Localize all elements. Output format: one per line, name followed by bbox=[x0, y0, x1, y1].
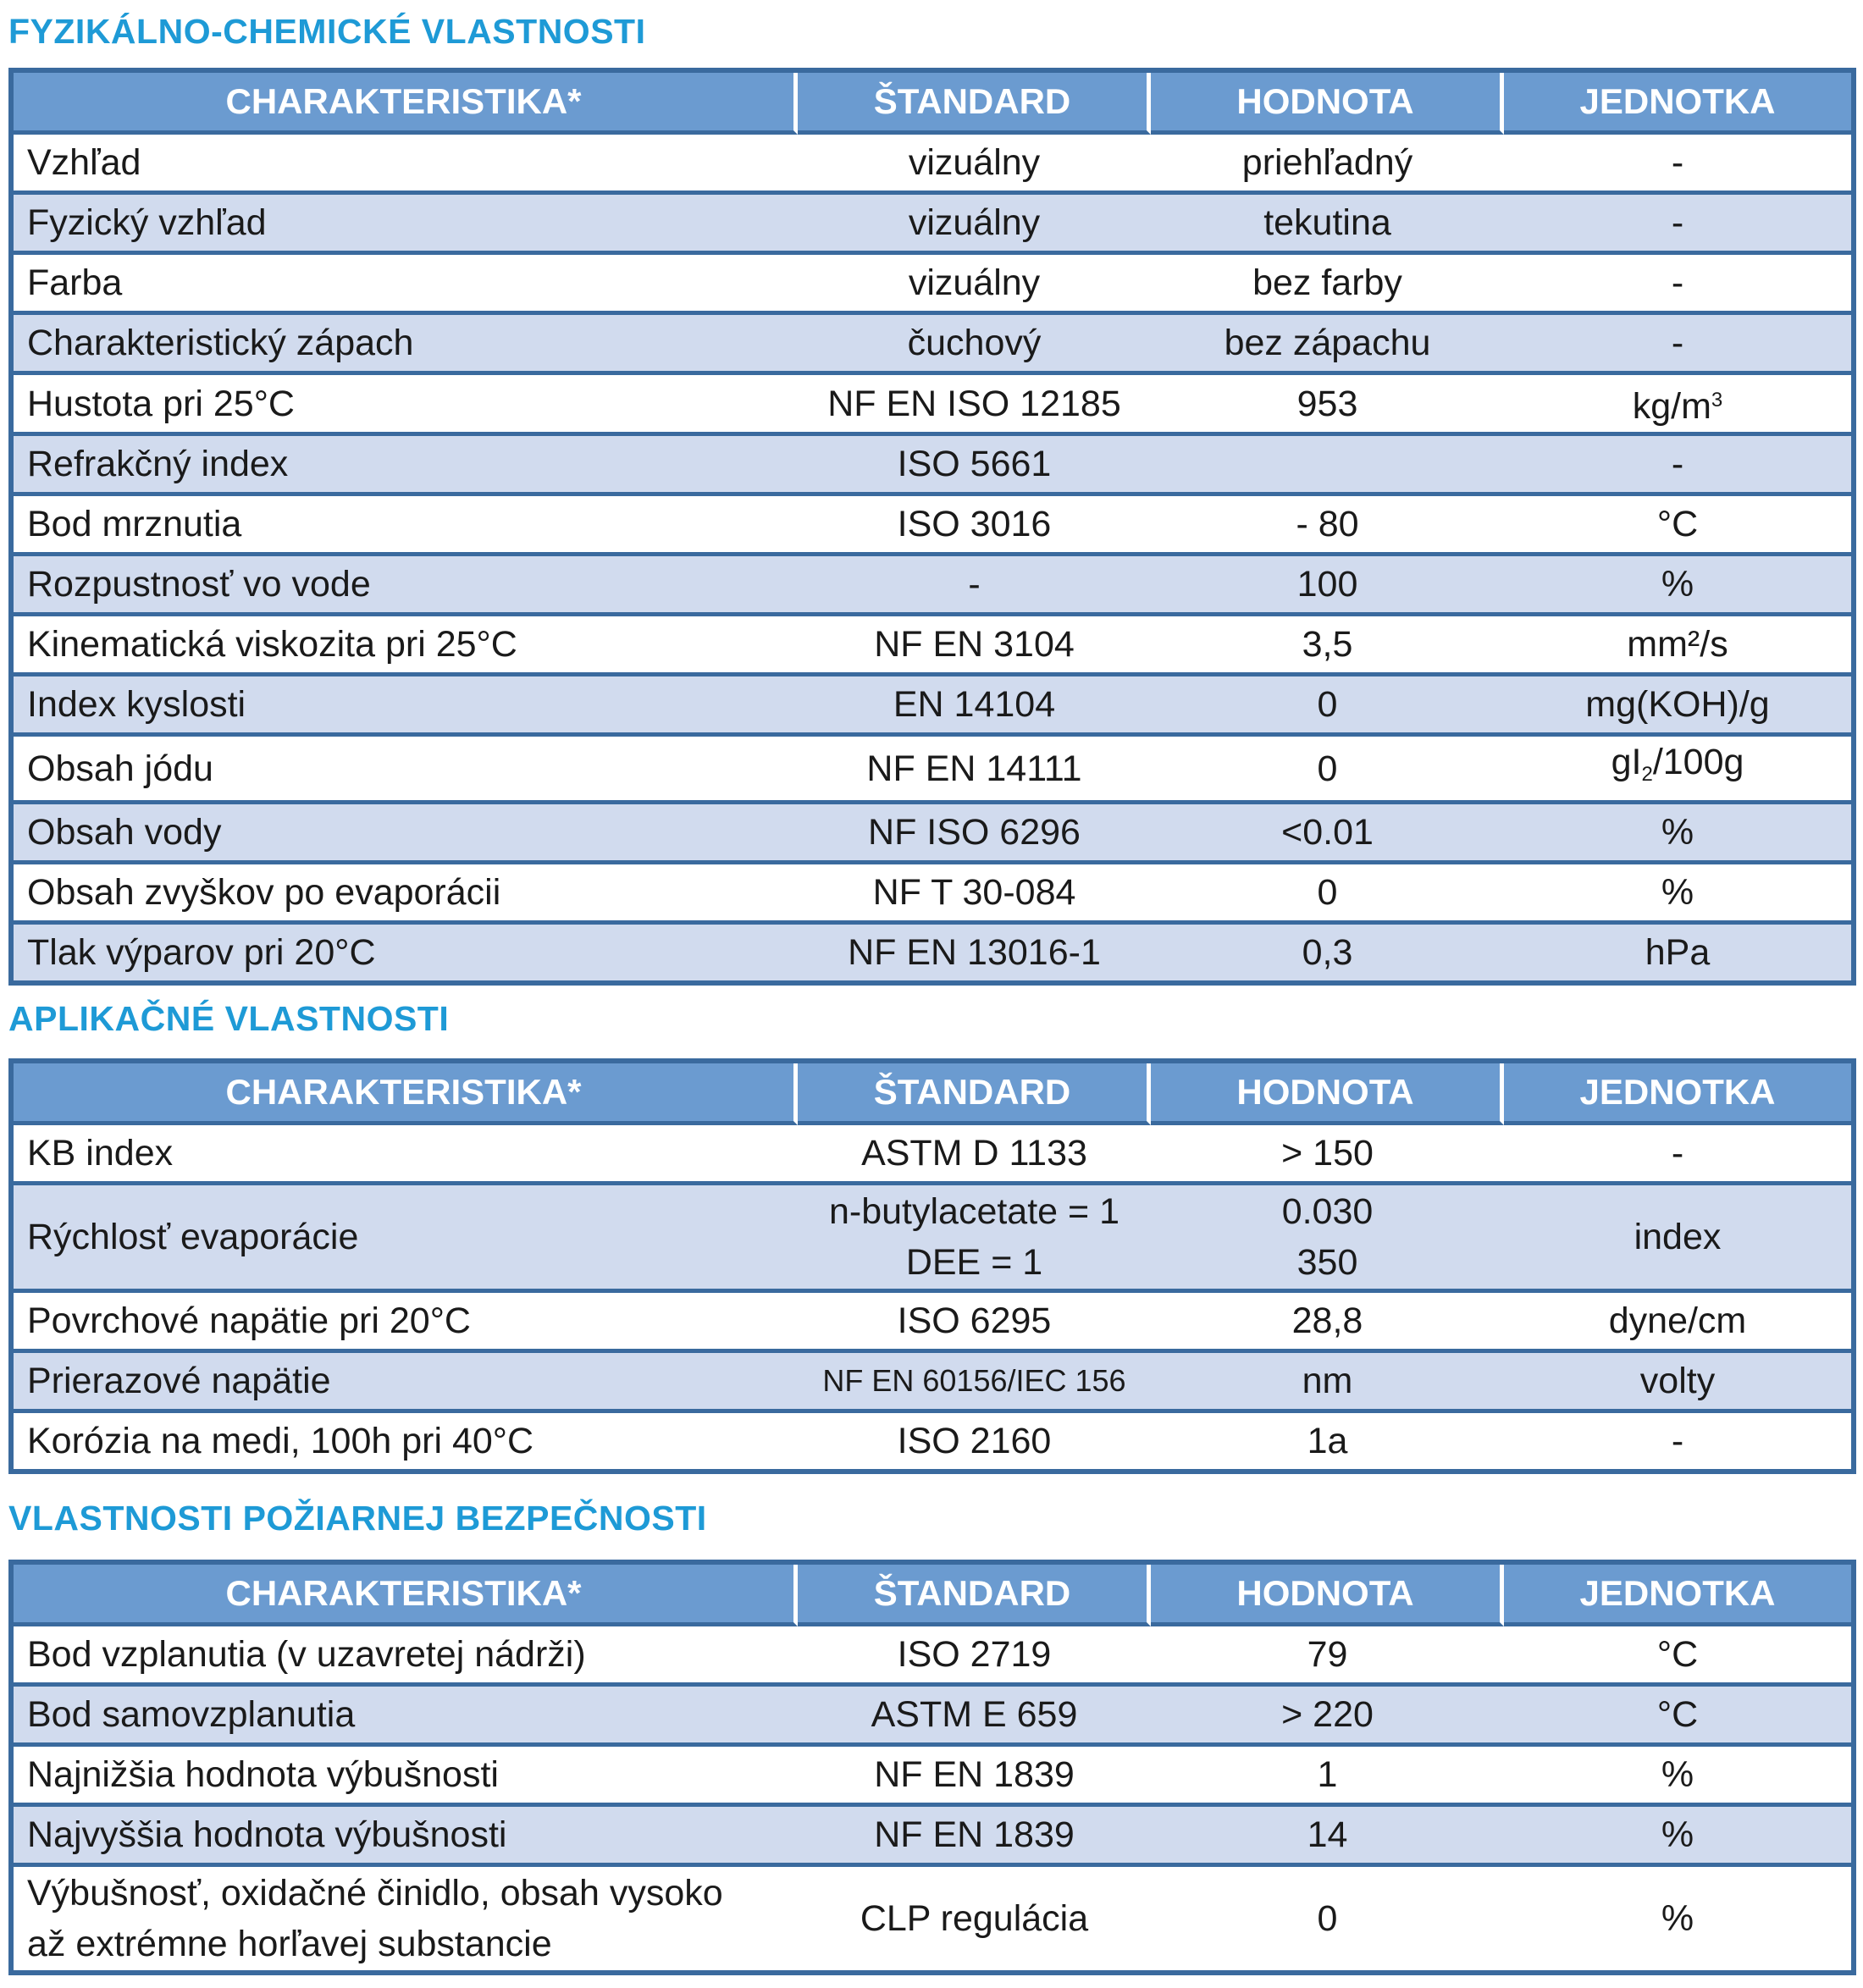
row-name: Hustota pri 25°C bbox=[14, 375, 798, 436]
row-standard: CLP regulácia bbox=[860, 1898, 1089, 1939]
row-standard bbox=[798, 1185, 1151, 1293]
row-standard: EN 14104 bbox=[798, 676, 1151, 737]
row-value: 14 bbox=[1151, 1807, 1504, 1867]
row-unit: volty bbox=[1504, 1353, 1851, 1413]
row-value: > 150 bbox=[1151, 1125, 1504, 1185]
row-standard: ISO 2719 bbox=[798, 1626, 1151, 1687]
row-standard: NF ISO 6296 bbox=[798, 804, 1151, 864]
table-row bbox=[14, 315, 1851, 375]
application-section-title: APLIKAČNÉ VLASTNOSTI bbox=[8, 999, 450, 1038]
header-standard: ŠTANDARD bbox=[798, 1063, 1151, 1125]
row-name: Rýchlosť evaporácie bbox=[14, 1185, 798, 1293]
table-row bbox=[14, 1353, 1851, 1413]
table-row bbox=[14, 1293, 1851, 1353]
row-standard: NF EN 1839 bbox=[798, 1807, 1151, 1867]
header-unit: JEDNOTKA bbox=[1504, 1565, 1851, 1626]
row-standard: vizuálny bbox=[798, 195, 1151, 255]
row-unit: - bbox=[1671, 1421, 1684, 1461]
row-name: KB index bbox=[14, 1125, 798, 1185]
table-header-row bbox=[14, 73, 1851, 135]
row-name: Obsah jódu bbox=[14, 737, 798, 804]
row-standard: NF EN 60156/IEC 156 bbox=[798, 1353, 1151, 1413]
standard-line-2: DEE = 1 bbox=[905, 1242, 1043, 1283]
name-line-1: Výbušnosť, oxidačné činidlo, obsah vysoko bbox=[27, 1873, 723, 1913]
row-value: 0 bbox=[1151, 737, 1504, 804]
table-row bbox=[14, 616, 1851, 676]
row-unit: % bbox=[1661, 1898, 1694, 1939]
table-row bbox=[14, 1867, 1851, 1970]
row-unit: - bbox=[1504, 315, 1851, 375]
row-unit: % bbox=[1504, 556, 1851, 616]
row-standard: ISO 3016 bbox=[798, 496, 1151, 556]
row-unit: °C bbox=[1504, 1687, 1851, 1747]
unit-superscript: 3 bbox=[1711, 389, 1723, 411]
row-unit: mg(KOH)/g bbox=[1504, 676, 1851, 737]
table-row bbox=[14, 925, 1851, 980]
row-name: Bod samovzplanutia bbox=[14, 1687, 798, 1747]
row-value: > 220 bbox=[1151, 1687, 1504, 1747]
standard-line-1: n-butylacetate = 1 bbox=[828, 1191, 1120, 1232]
row-value bbox=[1151, 436, 1504, 496]
row-value: 0,3 bbox=[1151, 925, 1504, 980]
header-value: HODNOTA bbox=[1151, 1063, 1504, 1125]
row-standard: NF EN 14111 bbox=[798, 737, 1151, 804]
name-line-2: až extrémne horľavej substancie bbox=[27, 1924, 552, 1964]
table-row bbox=[14, 1687, 1851, 1747]
row-name: Farba bbox=[14, 255, 798, 315]
row-name: Povrchové napätie pri 20°C bbox=[14, 1293, 798, 1353]
table-row bbox=[14, 676, 1851, 737]
row-name: Prierazové napätie bbox=[14, 1353, 798, 1413]
value-line-2: 350 bbox=[1296, 1242, 1358, 1283]
row-unit: mm²/s bbox=[1504, 616, 1851, 676]
row-value: 0 bbox=[1151, 676, 1504, 737]
row-value: <0.01 bbox=[1151, 804, 1504, 864]
row-standard: NF EN 13016-1 bbox=[798, 925, 1151, 980]
table-row bbox=[14, 436, 1851, 496]
row-name: Charakteristický zápach bbox=[14, 315, 798, 375]
row-unit: index bbox=[1504, 1185, 1851, 1293]
fire-section-title: VLASTNOSTI POŽIARNEJ BEZPEČNOSTI bbox=[8, 1499, 707, 1538]
row-standard: čuchový bbox=[798, 315, 1151, 375]
table-row bbox=[14, 804, 1851, 864]
header-characteristic: CHARAKTERISTIKA* bbox=[14, 1063, 798, 1125]
row-value: 1 bbox=[1151, 1747, 1504, 1807]
header-value: HODNOTA bbox=[1151, 1565, 1504, 1626]
row-name: Obsah zvyškov po evaporácii bbox=[14, 864, 798, 925]
row-standard: ISO 6295 bbox=[798, 1293, 1151, 1353]
row-name: Tlak výparov pri 20°C bbox=[14, 925, 798, 980]
row-unit: hPa bbox=[1504, 925, 1851, 980]
row-value: 79 bbox=[1151, 1626, 1504, 1687]
table-row bbox=[14, 737, 1851, 804]
table-row bbox=[14, 1747, 1851, 1807]
row-standard: ASTM D 1133 bbox=[798, 1125, 1151, 1185]
row-name: Bod mrznutia bbox=[14, 496, 798, 556]
row-unit bbox=[1504, 737, 1851, 804]
header-value: HODNOTA bbox=[1151, 73, 1504, 135]
row-value: 1a bbox=[1307, 1421, 1348, 1461]
row-unit: % bbox=[1504, 864, 1851, 925]
header-unit: JEDNOTKA bbox=[1504, 73, 1851, 135]
table-row bbox=[14, 1626, 1851, 1687]
row-name: Index kyslosti bbox=[14, 676, 798, 737]
row-name: Najnižšia hodnota výbušnosti bbox=[14, 1747, 798, 1807]
table-row bbox=[14, 255, 1851, 315]
row-value: 100 bbox=[1151, 556, 1504, 616]
row-value: nm bbox=[1151, 1353, 1504, 1413]
row-value: 3,5 bbox=[1151, 616, 1504, 676]
physchem-section-title: FYZIKÁLNO-CHEMICKÉ VLASTNOSTI bbox=[8, 12, 646, 51]
row-unit: °C bbox=[1504, 1626, 1851, 1687]
physchem-table bbox=[8, 68, 1856, 986]
value-line-1: 0.030 bbox=[1281, 1191, 1374, 1232]
fire-table bbox=[8, 1560, 1856, 1975]
unit-subscript: 2 bbox=[1641, 763, 1653, 786]
row-unit bbox=[1504, 375, 1851, 436]
unit-text: gI bbox=[1611, 742, 1642, 782]
row-unit: - bbox=[1504, 436, 1851, 496]
row-unit: % bbox=[1504, 804, 1851, 864]
row-standard: vizuálny bbox=[798, 255, 1151, 315]
header-standard: ŠTANDARD bbox=[798, 1565, 1151, 1626]
table-header-row bbox=[14, 1565, 1851, 1626]
row-value: 0 bbox=[1151, 864, 1504, 925]
table-row bbox=[14, 195, 1851, 255]
row-name: Refrakčný index bbox=[14, 436, 798, 496]
table-row bbox=[14, 1807, 1851, 1867]
row-value: 28,8 bbox=[1151, 1293, 1504, 1353]
row-standard: NF EN 3104 bbox=[798, 616, 1151, 676]
row-name: Rozpustnosť vo vode bbox=[14, 556, 798, 616]
row-name: Bod vzplanutia (v uzavretej nádrži) bbox=[14, 1626, 798, 1687]
row-name: Korózia na medi, 100h pri 40°C bbox=[27, 1421, 534, 1461]
table-row bbox=[14, 864, 1851, 925]
row-standard: ISO 2160 bbox=[897, 1421, 1052, 1461]
header-unit: JEDNOTKA bbox=[1504, 1063, 1851, 1125]
table-row bbox=[14, 1413, 1851, 1469]
table-header-row bbox=[14, 1063, 1851, 1125]
header-standard: ŠTANDARD bbox=[798, 73, 1151, 135]
table-row bbox=[14, 135, 1851, 195]
row-value: 0 bbox=[1317, 1898, 1338, 1939]
row-standard: NF T 30-084 bbox=[798, 864, 1151, 925]
row-standard: ASTM E 659 bbox=[798, 1687, 1151, 1747]
row-unit: - bbox=[1504, 1125, 1851, 1185]
row-unit: % bbox=[1504, 1807, 1851, 1867]
row-unit: % bbox=[1504, 1747, 1851, 1807]
table-row bbox=[14, 496, 1851, 556]
application-table bbox=[8, 1058, 1856, 1474]
table-row bbox=[14, 1185, 1851, 1293]
row-unit: - bbox=[1504, 255, 1851, 315]
row-name: Vzhľad bbox=[14, 135, 798, 195]
row-value: bez zápachu bbox=[1151, 315, 1504, 375]
row-name: Obsah vody bbox=[14, 804, 798, 864]
table-row bbox=[14, 556, 1851, 616]
row-value: bez farby bbox=[1151, 255, 1504, 315]
row-standard: ISO 5661 bbox=[798, 436, 1151, 496]
table-row bbox=[14, 1125, 1851, 1185]
row-standard: - bbox=[798, 556, 1151, 616]
row-value: 953 bbox=[1151, 375, 1504, 436]
header-characteristic: CHARAKTERISTIKA* bbox=[14, 1565, 798, 1626]
row-unit: dyne/cm bbox=[1504, 1293, 1851, 1353]
row-standard: vizuálny bbox=[798, 135, 1151, 195]
header-characteristic: CHARAKTERISTIKA* bbox=[14, 73, 798, 135]
table-row bbox=[14, 375, 1851, 436]
row-name: Fyzický vzhľad bbox=[14, 195, 798, 255]
row-name bbox=[14, 1867, 798, 1970]
unit-text-suffix: /100g bbox=[1652, 742, 1744, 782]
row-name: Najvyššia hodnota výbušnosti bbox=[14, 1807, 798, 1867]
row-standard: NF EN 1839 bbox=[798, 1747, 1151, 1807]
row-standard: NF EN ISO 12185 bbox=[798, 375, 1151, 436]
row-name: Kinematická viskozita pri 25°C bbox=[14, 616, 798, 676]
unit-text: kg/m bbox=[1632, 386, 1711, 427]
row-value bbox=[1151, 1185, 1504, 1293]
row-value: priehľadný bbox=[1151, 135, 1504, 195]
row-unit: - bbox=[1504, 135, 1851, 195]
row-unit: - bbox=[1504, 195, 1851, 255]
row-value: - 80 bbox=[1151, 496, 1504, 556]
row-value: tekutina bbox=[1151, 195, 1504, 255]
row-unit: °C bbox=[1504, 496, 1851, 556]
